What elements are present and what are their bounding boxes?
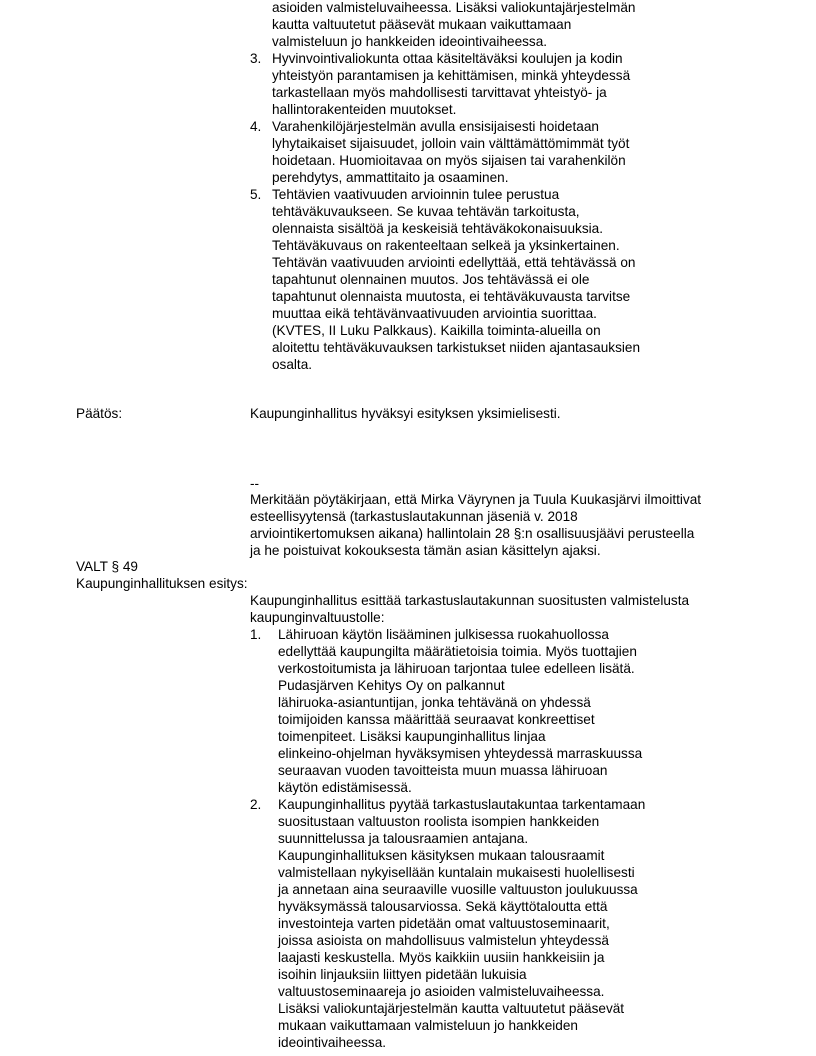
list-item-text: toimijoiden kanssa määrittää seuraavat konkreettiset — [278, 712, 595, 727]
proposal-intro: kaupunginvaltuustolle: — [250, 610, 385, 625]
list-item-text: käytön edistämisessä. — [278, 780, 412, 795]
list-item-text: asioiden valmisteluvaiheessa. Lisäksi valiokuntajärjestelmän — [272, 0, 636, 15]
list-item-text: muuttaa eikä tehtävänvaativuuden arviointia suorittaa. — [272, 306, 597, 321]
note-text: ja he poistuivat kokouksesta tämän asian käsittelyn ajaksi. — [250, 543, 601, 558]
list-item-text: laajasti keskustella. Myös kaikkiin uusiin hankkeisiin ja — [278, 950, 605, 965]
note-text: Merkitään pöytäkirjaan, että Mirka Väyrynen ja Tuula Kuukasjärvi ilmoittivat — [250, 492, 702, 507]
list-item-text: verkostoitumista ja lähiruoan tarjontaa tulee edelleen lisätä. — [278, 661, 635, 676]
list-item-text: mukaan vaikuttamaan valmisteluun jo hankkeiden — [278, 1018, 578, 1033]
section-heading: VALT § 49 — [76, 559, 138, 574]
list-item-text: Tehtäväkuvaus on rakenteeltaan selkeä ja yksinkertainen. — [272, 238, 620, 253]
list-item-text: joissa asioista on mahdollisuus valmistelun yhteydessä — [278, 933, 609, 948]
list-item-text: tapahtunut olennainen muutos. Jos tehtävässä ei ole — [272, 272, 590, 287]
list-item-text: tapahtunut olennaista muutosta, ei tehtäväkuvausta tarvitse — [272, 289, 631, 304]
list-item-text: hoidetaan. Huomioitavaa on myös sijaisen tai varahenkilön — [272, 153, 626, 168]
list-item-text: Tehtävien vaativuuden arvioinnin tulee perustua — [272, 187, 560, 202]
list-item-text: investointeja varten pidetään omat valtuustoseminaarit, — [278, 916, 610, 931]
list-item-text: Lisäksi valiokuntajärjestelmän kautta valtuutetut pääsevät — [278, 1001, 625, 1016]
list-item-text: toimenpiteet. Lisäksi kaupunginhallitus linjaa — [278, 729, 546, 744]
list-item-text: (KVTES, II Luku Palkkaus). Kaikilla toiminta-alueilla on — [272, 323, 601, 338]
list-item-text: yhteistyön parantamisen ja kehittämisen, minkä yhteydessä — [272, 68, 631, 83]
list-item-text: perehdytys, ammattitaito ja osaaminen. — [272, 170, 509, 185]
list-item-text: Varahenkilöjärjestelmän avulla ensisijaisesti hoidetaan — [272, 119, 599, 134]
list-item-text: osalta. — [272, 357, 313, 372]
decision-label: Päätös: — [76, 406, 123, 421]
list-item-text: isoihin linjauksiin liittyen pidetään lukuisia — [278, 967, 527, 982]
list-item-text: valmistellaan nykyisellään kuntalain mukaisesti huolellisesti — [278, 865, 635, 880]
note-dash: -- — [250, 476, 260, 491]
list-item-number: 2. — [250, 797, 262, 812]
list-item-text: Lähiruoan käytön lisääminen julkisessa ruokahuollossa — [278, 627, 609, 642]
list-item-text: lyhytaikaiset sijaisuudet, jolloin vain välttämättömimmät työt — [272, 136, 630, 151]
list-item-text: tehtäväkuvaukseen. Se kuvaa tehtävän tarkoitusta, — [272, 204, 580, 219]
list-item-text: olennaista sisältöä ja keskeisiä tehtäväkokonaisuuksia. — [272, 221, 603, 236]
list-item-text: elinkeino-ohjelman hyväksymisen yhteydessä marraskuussa — [278, 746, 643, 761]
list-item-text: ja annetaan aina seuraaville vuosille valtuuston joulukuussa — [278, 882, 638, 897]
list-item-text: ideointivaiheessa. — [278, 1035, 387, 1050]
list-item-text: seuraavan vuoden tavoitteista muun muassa lähiruoan — [278, 763, 608, 778]
note-text: esteellisyytensä (tarkastuslautakunnan jäseniä v. 2018 — [250, 509, 578, 524]
proposal-label: Kaupunginhallituksen esitys: — [76, 576, 248, 591]
list-item-text: Hyvinvointivaliokunta ottaa käsiteltäväksi koulujen ja kodin — [272, 51, 623, 66]
list-item-text: lähiruoka-asiantuntijan, jonka tehtävänä on yhdessä — [278, 695, 591, 710]
list-item-number: 4. — [250, 119, 262, 134]
list-item-text: hyväksymässä talousarviossa. Sekä käyttötaloutta että — [278, 899, 608, 914]
list-item-text: Pudasjärven Kehitys Oy on palkannut — [278, 678, 505, 693]
list-item-text: valtuustoseminaareja jo asioiden valmisteluvaiheessa. — [278, 984, 605, 999]
list-item-text: Kaupunginhallituksen käsityksen mukaan talousraamit — [278, 848, 605, 863]
list-item-text: valmisteluun jo hankkeiden ideointivaiheessa. — [272, 34, 548, 49]
list-item-text: kautta valtuutetut pääsevät mukaan vaikuttamaan — [272, 17, 572, 32]
list-item-text: Tehtävän vaativuuden arviointi edellyttää, että tehtävässä on — [272, 255, 636, 270]
list-item-text: suunnittelussa ja talousraamien antajana. — [278, 831, 529, 846]
list-item-text: Kaupunginhallitus pyytää tarkastuslautakuntaa tarkentamaan — [278, 797, 646, 812]
list-item-text: tarkastellaan myös mahdollisesti tarvittavat yhteistyö- ja — [272, 85, 607, 100]
proposal-intro: Kaupunginhallitus esittää tarkastuslautakunnan suositusten valmistelusta — [250, 593, 690, 608]
list-item-text: edellyttää kaupungilta määrätietoisia toimia. Myös tuottajien — [278, 644, 637, 659]
list-item-text: suositustaan valtuuston roolista isompien hankkeiden — [278, 814, 600, 829]
note-text: arviointikertomuksen aikana) hallintolain 28 §:n osallisuusjäävi perusteella — [250, 526, 695, 541]
list-item-text: hallintorakenteiden muutokset. — [272, 102, 457, 117]
list-item-number: 1. — [250, 627, 262, 642]
decision-text: Kaupunginhallitus hyväksyi esityksen yksimielisesti. — [250, 406, 561, 421]
list-item-number: 3. — [250, 51, 262, 66]
list-item-text: aloitettu tehtäväkuvauksen tarkistukset niiden ajantasauksien — [272, 340, 641, 355]
list-item-number: 5. — [250, 187, 262, 202]
